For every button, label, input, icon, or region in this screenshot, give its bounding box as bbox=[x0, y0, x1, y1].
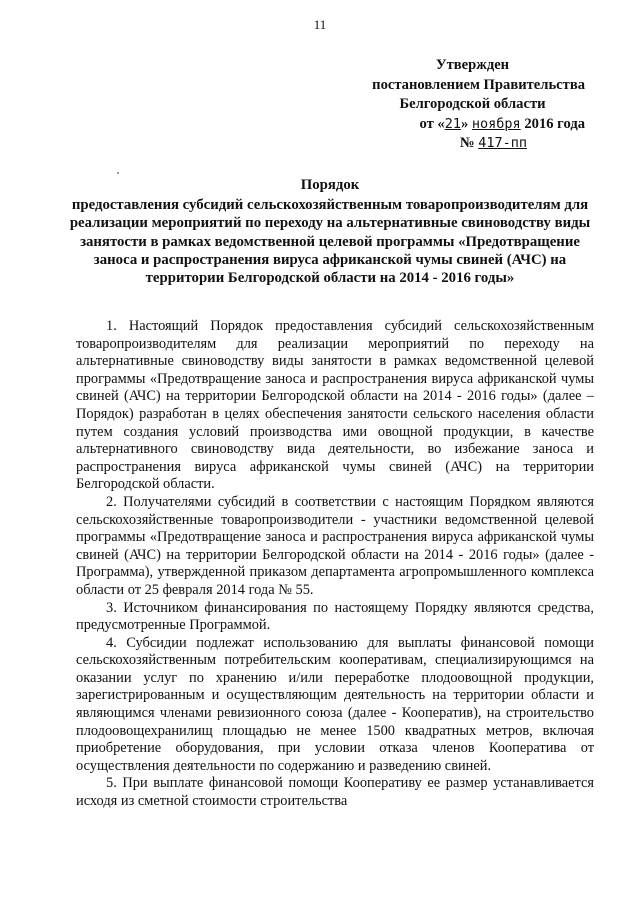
title-heading: Порядок bbox=[300, 177, 360, 193]
page-number: 11 bbox=[313, 17, 327, 32]
date-mid: » bbox=[460, 115, 469, 132]
approval-line-2: постановлением Правительства bbox=[372, 76, 585, 93]
date-prefix: от « bbox=[419, 115, 445, 132]
paragraph-5: 5. При выплате финансовой помощи Кооперативу ее размер устанавливается исходя из сметной стоимости строительства bbox=[76, 775, 594, 810]
approval-line-1: Утвержден bbox=[435, 57, 510, 73]
date-day: 21 bbox=[444, 115, 461, 132]
date-month: ноября bbox=[471, 115, 521, 132]
paragraph-2: 2. Получателями субсидий в соответствии с настоящим Порядком являются сельскохозяйственные товаропроизводители - участники ведомственной целевой программы «Предотвращение заноса и распространения вируса африканской чумы свиней (АЧС) на территории Белгородской области на 2014 - 2016 годы» (далее - Программа), утвержденной приказом департамента агропромышленного комплекса области от 25 февраля 2014 года № 55. bbox=[76, 493, 594, 598]
approval-number bbox=[340, 134, 585, 154]
paragraph-4: 4. Субсидии подлежат использованию для выплаты финансовой помощи сельскохозяйственным потребительским кооперативам, специализирующимся на оказании услуг по хранению и/или переработке плодоовощной продукции, зарегистрированным и осуществляющим деятельность на территории области и являющимся членами ревизионного союза (далее - Кооператив), на строительство плодоовощехранилищ площадью не менее 1500 квадратных метров, включая приобретение оборудования, при условии отказа членов Кооператива от осуществления деятельности по содержанию и разведению свиней. bbox=[76, 634, 594, 774]
approval-stamp bbox=[340, 56, 585, 154]
number-value: 417-пп bbox=[478, 135, 527, 151]
approval-line-3: Белгородской области bbox=[399, 96, 546, 112]
title-text: предоставления субсидий сельскохозяйственным товаропроизводителям для реализации мероприятий по переходу на альтернативные свиноводству виды занятости в рамках ведомственной целевой программы «Предотвращение заноса и распространения вируса африканской чумы свиней (АЧС) на территории Белгородской области на 2014 - 2016 годы» bbox=[69, 197, 591, 287]
speck bbox=[117, 172, 119, 174]
document-body bbox=[76, 318, 594, 811]
paragraph-1: 1. Настоящий Порядок предоставления субсидий сельскохозяйственным товаропроизводителям для реализации мероприятий по переходу на альтернативные свиноводству виды занятости в рамках ведомственной целевой программы «Предотвращение заноса и распространения вируса африканской чумы свиней (АЧС) на территории Белгородской области на 2014 - 2016 годы» (далее – Порядок) разработан в целях обеспечения занятости сельского населения области путем создания условий производства ими овощной продукции, в качестве альтернативного свиноводству вида деятельности, во избежание заноса и распространения вируса африканской чумы свиней (АЧС) на территории Белгородской области. bbox=[76, 318, 594, 493]
paragraph-3: 3. Источником финансирования по настоящему Порядку являются средства, предусмотренные Программой. bbox=[76, 599, 594, 634]
date-year: 2016 года bbox=[524, 115, 585, 132]
document-title bbox=[66, 176, 594, 287]
approval-date bbox=[340, 115, 585, 135]
number-label: № bbox=[459, 135, 475, 151]
